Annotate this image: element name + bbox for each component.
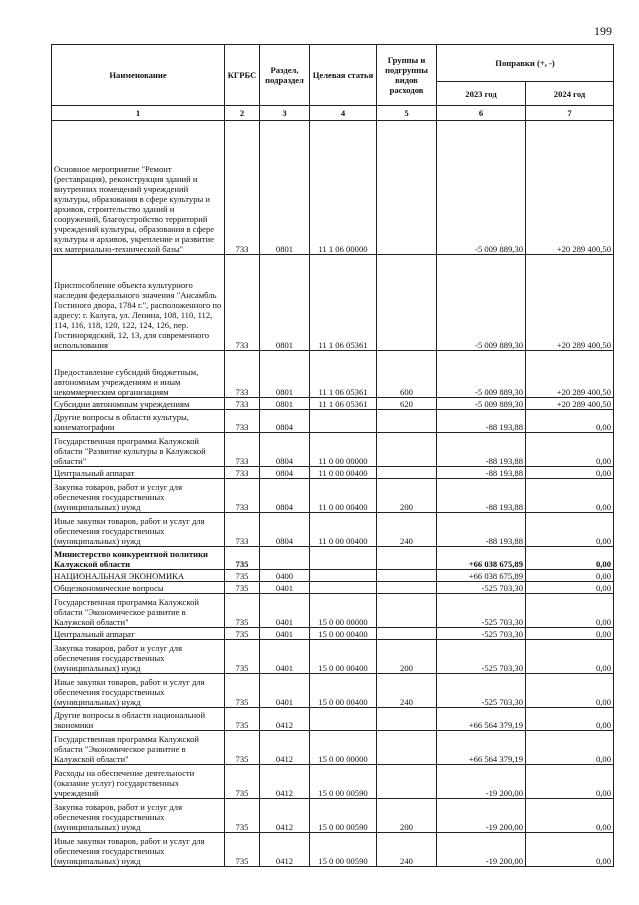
row-amount-2023: -5 009 889,30 [437, 398, 526, 410]
row-name: Приспособление объекта культурного наследия федерального значения "Ансамбль Гостиного двора, 1784 г.", расположенного по адресу: г. Калуга, ул. Ленина, 108, 110, 112, 114, 116, 118, 120, 122, 124, 126, пер. Гостинорядский, 12, 13, для современного использования [52, 255, 225, 351]
column-number: 7 [526, 106, 614, 121]
row-target-article: 15 0 00 00590 [310, 833, 377, 867]
row-amount-2024: 0,00 [526, 799, 614, 833]
row-name: Министерство конкурентной политики Калужской области [52, 547, 225, 570]
row-kgrbs: 735 [225, 799, 260, 833]
row-amount-2024: 0,00 [526, 674, 614, 708]
row-kgrbs: 735 [225, 570, 260, 582]
row-amount-2023: -88 193,88 [437, 467, 526, 479]
header-groups: Группы и подгруппы видов расходов [377, 45, 437, 106]
row-section: 0804 [260, 410, 310, 433]
row-expense-group [377, 467, 437, 479]
row-section: 0401 [260, 640, 310, 674]
row-amount-2023: +66 038 675,89 [437, 570, 526, 582]
row-target-article: 11 1 06 05361 [310, 398, 377, 410]
row-target-article: 11 1 06 00000 [310, 121, 377, 255]
header-target: Целевая статья [310, 45, 377, 106]
row-kgrbs: 735 [225, 628, 260, 640]
row-target-article [310, 547, 377, 570]
row-amount-2023: -525 703,30 [437, 628, 526, 640]
row-expense-group [377, 594, 437, 628]
row-expense-group [377, 121, 437, 255]
row-amount-2023: -19 200,00 [437, 799, 526, 833]
row-section: 0412 [260, 708, 310, 731]
row-kgrbs: 733 [225, 410, 260, 433]
row-target-article: 11 0 00 00400 [310, 479, 377, 513]
row-amount-2024: 0,00 [526, 570, 614, 582]
row-name: Другие вопросы в области национальной экономики [52, 708, 225, 731]
row-name: Иные закупки товаров, работ и услуг для обеспечения государственных (муниципальных) нужд [52, 513, 225, 547]
row-section: 0401 [260, 674, 310, 708]
row-kgrbs: 733 [225, 433, 260, 467]
row-section: 0401 [260, 594, 310, 628]
row-target-article: 15 0 00 00400 [310, 674, 377, 708]
row-kgrbs: 735 [225, 640, 260, 674]
row-amount-2023: -525 703,30 [437, 594, 526, 628]
row-section: 0412 [260, 799, 310, 833]
row-amount-2023: -19 200,00 [437, 833, 526, 867]
table-row [52, 640, 614, 674]
table-row [52, 628, 614, 640]
column-number: 3 [260, 106, 310, 121]
page-number: 199 [594, 24, 612, 38]
table-row [52, 410, 614, 433]
row-amount-2024: 0,00 [526, 433, 614, 467]
table-row [52, 594, 614, 628]
row-target-article: 11 1 06 05361 [310, 351, 377, 398]
header-name: Наименование [52, 45, 225, 106]
row-target-article [310, 410, 377, 433]
header-year-2023: 2023 год [437, 82, 526, 106]
row-target-article: 15 0 00 00400 [310, 628, 377, 640]
row-kgrbs: 735 [225, 731, 260, 765]
row-amount-2024: 0,00 [526, 708, 614, 731]
row-name: Государственная программа Калужской области "Развитие культуры в Калужской области" [52, 433, 225, 467]
row-section: 0804 [260, 479, 310, 513]
row-kgrbs: 733 [225, 513, 260, 547]
row-kgrbs: 735 [225, 547, 260, 570]
row-section: 0401 [260, 628, 310, 640]
row-expense-group [377, 628, 437, 640]
row-amount-2024: 0,00 [526, 640, 614, 674]
row-amount-2024: 0,00 [526, 410, 614, 433]
row-amount-2023: -88 193,88 [437, 513, 526, 547]
row-section: 0804 [260, 433, 310, 467]
row-expense-group: 240 [377, 674, 437, 708]
table-row [52, 398, 614, 410]
column-number: 4 [310, 106, 377, 121]
row-name: Основное мероприятие "Ремонт (реставрация), реконструкция зданий и внутренних помещений учреждений культуры, образования в сфере культуры и архивов, строительство зданий и сооружений, благоустройство территорий учреждений культуры, образования в сфере культуры и архивов, укрепление и развитие их материально-технической базы" [52, 121, 225, 255]
row-amount-2024: 0,00 [526, 547, 614, 570]
row-name: Иные закупки товаров, работ и услуг для обеспечения государственных (муниципальных) нужд [52, 833, 225, 867]
column-number: 5 [377, 106, 437, 121]
row-expense-group: 600 [377, 351, 437, 398]
row-target-article [310, 570, 377, 582]
row-section: 0400 [260, 570, 310, 582]
row-expense-group: 240 [377, 833, 437, 867]
row-amount-2023: -525 703,30 [437, 640, 526, 674]
budget-amendments-table [51, 44, 614, 867]
row-amount-2024: +20 289 400,50 [526, 255, 614, 351]
row-section: 0801 [260, 121, 310, 255]
row-kgrbs: 733 [225, 121, 260, 255]
row-amount-2024: 0,00 [526, 731, 614, 765]
row-name: Общеэкономические вопросы [52, 582, 225, 594]
row-amount-2023: -5 009 889,30 [437, 255, 526, 351]
table-row [52, 833, 614, 867]
row-name: Центральный аппарат [52, 467, 225, 479]
row-expense-group [377, 582, 437, 594]
header-year-2024: 2024 год [526, 82, 614, 106]
row-section: 0804 [260, 467, 310, 479]
row-target-article: 11 0 00 00400 [310, 467, 377, 479]
row-amount-2024: 0,00 [526, 628, 614, 640]
row-name: Центральный аппарат [52, 628, 225, 640]
table-row [52, 479, 614, 513]
row-kgrbs: 735 [225, 582, 260, 594]
table-row [52, 547, 614, 570]
table-row [52, 570, 614, 582]
row-section [260, 547, 310, 570]
row-name: Субсидии автономным учреждениям [52, 398, 225, 410]
row-expense-group: 200 [377, 479, 437, 513]
row-kgrbs: 735 [225, 594, 260, 628]
row-section: 0401 [260, 582, 310, 594]
row-expense-group [377, 731, 437, 765]
header-amendments: Поправки (+, -) [437, 45, 614, 82]
row-name: Закупка товаров, работ и услуг для обеспечения государственных (муниципальных) нужд [52, 799, 225, 833]
row-name: НАЦИОНАЛЬНАЯ ЭКОНОМИКА [52, 570, 225, 582]
row-amount-2024: +20 289 400,50 [526, 351, 614, 398]
row-name: Другие вопросы в области культуры, кинематографии [52, 410, 225, 433]
row-amount-2024: 0,00 [526, 479, 614, 513]
row-name: Предоставление субсидий бюджетным, автономным учреждениям и иным некоммерческим организациям [52, 351, 225, 398]
row-amount-2023: -88 193,88 [437, 433, 526, 467]
row-expense-group: 200 [377, 640, 437, 674]
row-kgrbs: 735 [225, 708, 260, 731]
row-target-article [310, 582, 377, 594]
row-name: Закупка товаров, работ и услуг для обеспечения государственных (муниципальных) нужд [52, 479, 225, 513]
row-expense-group [377, 708, 437, 731]
table-row [52, 433, 614, 467]
column-numbers-row [52, 106, 614, 121]
table-row [52, 467, 614, 479]
table-row [52, 708, 614, 731]
row-expense-group: 620 [377, 398, 437, 410]
table-row [52, 351, 614, 398]
row-kgrbs: 733 [225, 398, 260, 410]
row-amount-2023: -525 703,30 [437, 674, 526, 708]
column-number: 2 [225, 106, 260, 121]
row-name: Иные закупки товаров, работ и услуг для обеспечения государственных (муниципальных) нужд [52, 674, 225, 708]
row-target-article: 11 1 06 05361 [310, 255, 377, 351]
table-row [52, 674, 614, 708]
row-amount-2024: 0,00 [526, 467, 614, 479]
row-amount-2023: -88 193,88 [437, 410, 526, 433]
row-expense-group [377, 410, 437, 433]
row-amount-2023: +66 564 379,19 [437, 731, 526, 765]
row-name: Расходы на обеспечение деятельности (оказание услуг) государственных учреждений [52, 765, 225, 799]
row-amount-2023: -525 703,30 [437, 582, 526, 594]
row-name: Государственная программа Калужской области "Экономическое развитие в Калужской области" [52, 731, 225, 765]
row-expense-group [377, 255, 437, 351]
row-section: 0412 [260, 731, 310, 765]
row-amount-2023: -19 200,00 [437, 765, 526, 799]
row-target-article: 11 0 00 00000 [310, 433, 377, 467]
table-row [52, 799, 614, 833]
row-target-article: 15 0 00 00000 [310, 731, 377, 765]
table-row [52, 731, 614, 765]
row-amount-2024: 0,00 [526, 833, 614, 867]
table-row [52, 121, 614, 255]
row-section: 0412 [260, 765, 310, 799]
table-row [52, 582, 614, 594]
row-section: 0412 [260, 833, 310, 867]
row-amount-2023: -5 009 889,30 [437, 121, 526, 255]
table-row [52, 765, 614, 799]
row-kgrbs: 735 [225, 833, 260, 867]
row-expense-group [377, 547, 437, 570]
row-target-article: 15 0 00 00400 [310, 640, 377, 674]
row-name: Государственная программа Калужской области "Экономическое развитие в Калужской области" [52, 594, 225, 628]
row-amount-2024: 0,00 [526, 765, 614, 799]
row-amount-2024: 0,00 [526, 594, 614, 628]
row-amount-2023: +66 564 379,19 [437, 708, 526, 731]
row-expense-group [377, 570, 437, 582]
row-expense-group [377, 433, 437, 467]
row-kgrbs: 733 [225, 351, 260, 398]
row-kgrbs: 733 [225, 255, 260, 351]
row-amount-2024: +20 289 400,50 [526, 121, 614, 255]
row-section: 0801 [260, 255, 310, 351]
column-number: 6 [437, 106, 526, 121]
row-kgrbs: 733 [225, 479, 260, 513]
table-row [52, 513, 614, 547]
row-expense-group [377, 765, 437, 799]
row-name: Закупка товаров, работ и услуг для обеспечения государственных (муниципальных) нужд [52, 640, 225, 674]
row-kgrbs: 733 [225, 467, 260, 479]
row-target-article: 15 0 00 00000 [310, 594, 377, 628]
row-amount-2024: +20 289 400,50 [526, 398, 614, 410]
header-kgrbs: КГРБС [225, 45, 260, 106]
row-amount-2023: +66 038 675,89 [437, 547, 526, 570]
row-target-article: 11 0 00 00400 [310, 513, 377, 547]
row-expense-group: 200 [377, 799, 437, 833]
row-target-article [310, 708, 377, 731]
header-section: Раздел, подраздел [260, 45, 310, 106]
column-number: 1 [52, 106, 225, 121]
row-section: 0801 [260, 351, 310, 398]
row-expense-group: 240 [377, 513, 437, 547]
row-amount-2024: 0,00 [526, 513, 614, 547]
row-kgrbs: 735 [225, 674, 260, 708]
row-target-article: 15 0 00 00590 [310, 765, 377, 799]
row-amount-2024: 0,00 [526, 582, 614, 594]
row-kgrbs: 735 [225, 765, 260, 799]
row-amount-2023: -88 193,88 [437, 479, 526, 513]
row-amount-2023: -5 009 889,30 [437, 351, 526, 398]
row-section: 0804 [260, 513, 310, 547]
row-target-article: 15 0 00 00590 [310, 799, 377, 833]
table-row [52, 255, 614, 351]
row-section: 0801 [260, 398, 310, 410]
